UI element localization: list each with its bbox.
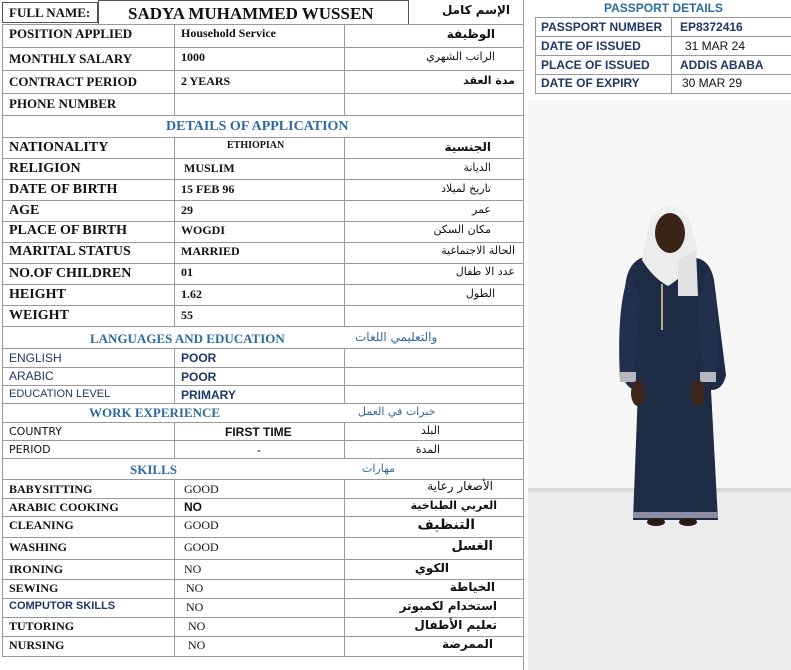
height-label: HEIGHT	[9, 287, 66, 302]
height-arabic: الطول	[465, 287, 495, 300]
marital-label: MARITAL STATUS	[9, 244, 131, 259]
skill-arabic-ironing: الكوي	[414, 561, 449, 575]
date-issued-value: 31 MAR 24	[685, 39, 746, 53]
nationality-label: NATIONALITY	[9, 140, 109, 155]
place-issued-value: ADDIS ABABA	[680, 58, 764, 72]
age-label: AGE	[9, 203, 40, 218]
skills-section-title: SKILLS	[130, 462, 177, 477]
place-of-birth-value: WOGDI	[181, 223, 226, 237]
arabic-value: POOR	[181, 370, 217, 384]
dob-label: DATE OF BIRTH	[9, 182, 118, 197]
place-issued-label: PLACE OF ISSUED	[541, 58, 650, 72]
date-expiry-value: 30 MAR 29	[682, 76, 743, 90]
marital-arabic: الحالة الاجتماغية	[441, 244, 515, 257]
skill-label-ironing: IRONING	[9, 562, 64, 576]
english-value: POOR	[181, 351, 217, 365]
place-of-birth-arabic: مكان السكن	[433, 223, 491, 236]
skill-value-computer: NO	[186, 600, 204, 614]
full-name-arabic: الإسم كامل	[441, 3, 510, 17]
full-name-value: SADYA MUHAMMED WUSSEN	[128, 4, 374, 23]
skill-label-cleaning: CLEANING	[9, 518, 74, 532]
height-value: 1.62	[181, 287, 202, 301]
skill-arabic-washing: الغسل	[451, 539, 493, 554]
passport-number-value: EP8372416	[680, 20, 743, 34]
religion-label: RELIGION	[9, 161, 81, 176]
skill-label-tutoring: TUTORING	[9, 619, 75, 633]
skill-value-sewing: NO	[186, 581, 204, 595]
skill-value-babysitting: GOOD	[184, 482, 219, 496]
phone-label: PHONE NUMBER	[9, 96, 117, 111]
nationality-arabic: الجنسية	[444, 140, 491, 154]
country-label: COUNTRY	[9, 425, 62, 438]
skill-arabic-cleaning: التنظيف	[417, 517, 475, 533]
person-figure	[528, 100, 791, 670]
english-label: ENGLISH	[9, 351, 62, 365]
weight-value: 55	[181, 308, 193, 322]
salary-label: MONTHLY SALARY	[9, 51, 133, 66]
skill-arabic-babysitting: الأصغار رعاية	[427, 479, 493, 493]
education-value: PRIMARY	[181, 388, 236, 402]
age-value: 29	[181, 203, 193, 217]
details-section-title: DETAILS OF APPLICATION	[166, 119, 349, 134]
skill-arabic-arabic-cooking: العربي الطباخية	[410, 499, 497, 512]
date-expiry-label: DATE OF EXPIRY	[541, 76, 640, 90]
skill-value-ironing: NO	[184, 562, 202, 576]
skill-label-arabic-cooking: ARABIC COOKING	[9, 500, 119, 514]
age-arabic: عمر	[472, 203, 491, 216]
position-value: Household Service	[181, 26, 276, 40]
contract-label: CONTRACT PERIOD	[9, 74, 137, 89]
place-of-birth-label: PLACE OF BIRTH	[9, 223, 128, 238]
skill-value-arabic-cooking: NO	[184, 500, 202, 514]
salary-arabic: الراتب الشهري	[426, 50, 495, 63]
work-section-title: WORK EXPERIENCE	[89, 405, 221, 420]
skill-arabic-nursing: الممرضة	[441, 637, 493, 651]
education-label: EDUCATION LEVEL	[9, 388, 111, 400]
position-arabic: الوظيفة	[446, 27, 495, 41]
period-value: -	[257, 443, 261, 457]
passport-number-label: PASSPORT NUMBER	[541, 20, 663, 34]
passport-details-panel	[533, 0, 791, 94]
children-label: NO.OF CHILDREN	[9, 266, 132, 281]
weight-label: WEIGHT	[9, 308, 69, 323]
position-label: POSITION APPLIED	[9, 26, 133, 41]
period-label: PERIOD	[9, 443, 51, 456]
full-name-box	[98, 0, 409, 25]
nationality-value: ETHIOPIAN	[227, 140, 285, 151]
skill-label-washing: WASHING	[9, 540, 68, 554]
dob-value: 15 FEB 96	[181, 182, 235, 196]
languages-section-title-arabic: والتعليمي اللغات	[355, 330, 438, 344]
country-value: FIRST TIME	[225, 425, 292, 439]
work-section-title-arabic: خبرات في العمل	[358, 405, 436, 418]
skill-value-tutoring: NO	[188, 619, 206, 633]
period-arabic: المدة	[415, 443, 440, 456]
passport-title: PASSPORT DETAILS	[604, 1, 723, 15]
religion-value: MUSLIM	[184, 161, 235, 175]
skill-label-nursing: NURSING	[9, 638, 65, 652]
date-issued-label: DATE OF ISSUED	[541, 39, 641, 53]
country-arabic: البلد	[420, 424, 440, 437]
dob-arabic: تاريخ لميلاد	[441, 182, 491, 195]
salary-value: 1000	[181, 50, 205, 64]
contract-value: 2 YEARS	[181, 74, 231, 88]
skill-value-washing: GOOD	[184, 540, 219, 554]
full-name-label: FULL NAME:	[9, 5, 91, 20]
skills-section-title-arabic: مهارات	[362, 462, 396, 475]
children-value: 01	[181, 265, 193, 279]
children-arabic: عدد الا طفال	[455, 265, 515, 278]
applicant-photo	[528, 100, 791, 670]
arabic-label: ARABIC	[9, 369, 54, 383]
skill-label-sewing: SEWING	[9, 581, 59, 595]
skill-arabic-computer: استخدام لكمبوتر	[399, 599, 497, 613]
skill-arabic-sewing: الخياطة	[449, 580, 495, 594]
contract-arabic: مدة العقد	[463, 74, 515, 87]
languages-section-title: LANGUAGES AND EDUCATION	[90, 331, 285, 346]
religion-arabic: الديانة	[463, 161, 491, 174]
skill-value-cleaning: GOOD	[184, 518, 219, 532]
skill-label-computer: COMPUTOR SKILLS	[9, 600, 116, 612]
skill-value-nursing: NO	[188, 638, 206, 652]
skill-arabic-tutoring: تعليم الأطفال	[414, 618, 497, 632]
skill-label-babysitting: BABYSITTING	[9, 482, 93, 496]
marital-value: MARRIED	[181, 244, 240, 258]
